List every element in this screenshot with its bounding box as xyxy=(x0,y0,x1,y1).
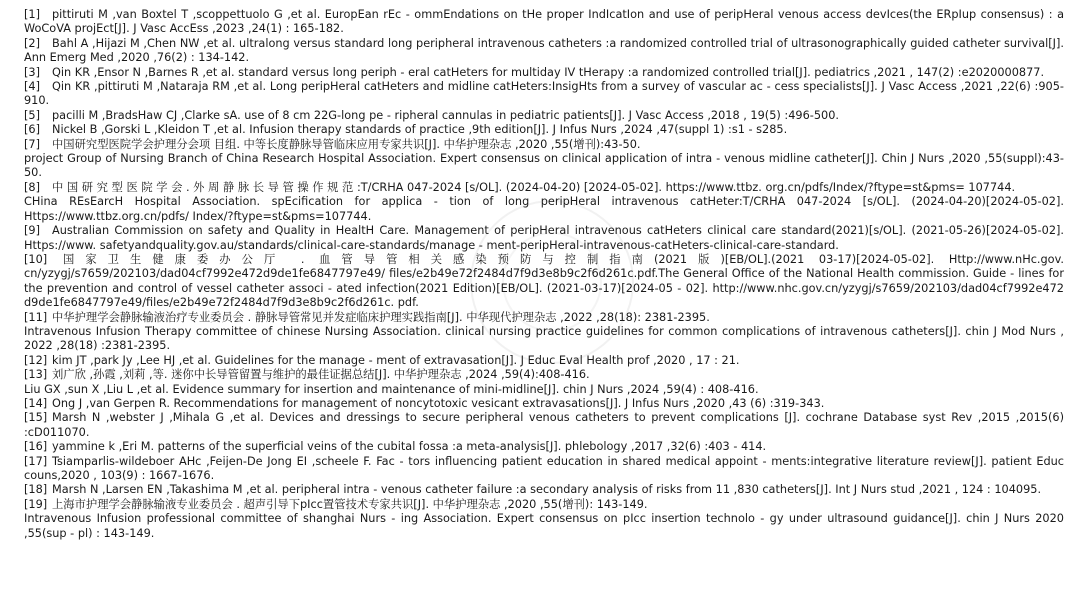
reference-number: [12] xyxy=(24,353,48,367)
reference-number: [7] xyxy=(24,137,41,151)
reference-number: [17] xyxy=(24,454,48,468)
reference-translation: project Group of Nursing Branch of China Research Hospital Association. Expert consensus on clinical application of intra - venous midline catheter[J]. Chin J Nurs ,2020 ,55(suppl):43-50. xyxy=(24,152,1064,180)
reference-text: 中华护理学会静脉输液治疗专业委员会 . 静脉导管常见并发症临床护理实践指南[J]. 中华现代护理杂志 ,2022 ,28(18): 2381-2395. xyxy=(52,310,710,324)
reference-item xyxy=(24,483,1064,497)
reference-item xyxy=(24,498,1064,541)
reference-number: [3] xyxy=(24,65,41,79)
reference-number: [5] xyxy=(24,108,41,122)
reference-number: [9] xyxy=(24,224,41,238)
reference-item xyxy=(24,37,1064,66)
reference-text: Bahl A ,Hijazi M ,Chen NW ,et al. ultralong versus standard long peripheral intravenous catheters :a randomized controlled trial of ultrasonographically guided catheter survival[J]. Ann Emerg Med ,2020 ,76(2) : 134-142. xyxy=(24,36,1064,65)
reference-item xyxy=(24,368,1064,397)
reference-text: Marsh N ,webster J ,Mihala G ,et al. Devices and dressings to secure peripheral venous catheters to prevent complications [J]. cochrane Database syst Rev ,2015 ,2015(6) :cD011070. xyxy=(24,411,1064,439)
reference-number: [8] xyxy=(24,180,41,194)
reference-item xyxy=(24,354,1064,368)
reference-text: 刘广欣 ,孙霞 ,刘莉 ,等. 迷你中长导管留置与维护的最佳证据总结[J]. 中华护理杂志 ,2024 ,59(4):408-416. xyxy=(52,368,590,382)
reference-number: [18] xyxy=(24,483,48,497)
reference-item xyxy=(24,138,1064,181)
reference-text: 中国研究型医院学会护理分会项 目组. 中等长度静脉导管临床应用专家共识[J]. 中华护理杂志 ,2020 ,55(增刊):43-50. xyxy=(52,137,641,151)
reference-text: Qin KR ,Ensor N ,Barnes R ,et al. standard versus long periph - eral catHeters for multiday IV tHerapy :a randomized controlled trial[J]. pediatrics ,2021 , 147(2) :e2020000877. xyxy=(52,65,1045,79)
reference-number: [16] xyxy=(24,440,48,454)
reference-number: [19] xyxy=(24,497,48,511)
reference-item xyxy=(24,66,1064,80)
reference-translation: Liu GX ,sun X ,Liu L ,et al. Evidence summary for insertion and maintenance of mini-midline[J]. chin J Nurs ,2024 ,59(4) : 408-416. xyxy=(24,382,759,396)
reference-number: [6] xyxy=(24,123,41,137)
reference-item xyxy=(24,8,1064,37)
reference-item xyxy=(24,253,1064,311)
reference-item xyxy=(24,181,1064,224)
reference-item xyxy=(24,109,1064,123)
reference-item xyxy=(24,411,1064,440)
reference-text: pittiruti M ,van Boxtel T ,scoppettuolo G ,et al. EuropEan rEc - ommEndations on tHe proper IndIcatIon and use of peripHeral venous access devIces(the ERpIup consensus) : a WoCoVA projEct[J]. J Vasc AccEss ,2023 ,24(1) : 165-182. xyxy=(24,8,1064,36)
reference-item xyxy=(24,397,1064,411)
reference-number: [13] xyxy=(24,368,48,382)
reference-number: [10] xyxy=(24,252,48,266)
reference-number: [15] xyxy=(24,411,48,425)
reference-text: yammine k ,Eri M. patterns of the superficial veins of the cubital fossa :a meta-analysis[J]. phlebology ,2017 ,32(6) :403 - 414. xyxy=(52,440,767,454)
reference-item xyxy=(24,123,1064,137)
reference-text: 中 国 研 究 型 医 院 学 会 . 外 周 静 脉 长 导 管 操 作 规 范 :T/CRHA 047-2024 [s/OL]. (2024-04-20) [2024-05-02]. https://www.ttbz. org.cn/pdfs/Index/?ftype=st&pms= 107744. xyxy=(52,180,1016,194)
reference-text: Ong J ,van Gerpen R. Recommendations for management of noncytotoxic vesicant extravasations[J]. J Infus Nurs ,2020 ,43 (6) :319-343. xyxy=(52,396,825,410)
reference-text: kim JT ,park Jy ,Lee HJ ,et al. Guidelines for the manage - ment of extravasation[J]. J Educ Eval Health prof ,2020 , 17 : 21. xyxy=(52,353,740,367)
reference-item xyxy=(24,80,1064,109)
reference-translation: Intravenous Infusion professional committee of shanghai Nurs - ing Association. Expert consensus on pIcc insertion technolo - gy under ultrasound guidance[J]. chin J Nurs 2020 ,55(sup - pl) : 143-149. xyxy=(24,512,1064,540)
reference-text: 上海市护理学会静脉输液专业委员会 . 超声引导下pIcc置管技术专家共识[J]. 中华护理杂志 ,2020 ,55(增刊): 143-149. xyxy=(52,497,648,511)
reference-number: [2] xyxy=(24,36,41,50)
reference-translation: Intravenous Infusion Therapy committee of chinese Nursing Association. clinical nursing practice guidelines for common complications of intravenous catheters[J]. chin J Mod Nurs , 2022 ,28(18) :2381-2395. xyxy=(24,324,1064,353)
reference-number: [14] xyxy=(24,396,48,410)
reference-number: [11] xyxy=(24,310,48,324)
reference-item xyxy=(24,440,1064,454)
reference-text: Australian Commission on safety and Quality in HealtH Care. Management of peripHeral intravenous catHeters clinical care standard(2021)[s/OL]. (2021-05-26)[2024-05-02]. Https://www. safetyandquality.gov.au/standards/clinical-care-standards/manage - ment-peripHeral-intravenous-catHeters-clinical-care-standard. xyxy=(24,224,1064,252)
reference-translation: CHina REsEarcH Hospital Association. spEcification for applica - tion of long peripHeral intravenous catHeter:T/CRHA 047-2024 [s/OL]. (2024-04-20)[2024-05-02]. Https://www.ttbz.org.cn/pdfs/ Index/?ftype=st&pms=107744. xyxy=(24,195,1064,223)
reference-number: [4] xyxy=(24,80,41,94)
reference-number: [1] xyxy=(24,8,41,21)
reference-item xyxy=(24,224,1064,253)
reference-text: 国家卫生健康委办公厅 . 血管导管相关感染预防与控制指南(2021版)[EB/OL].(2021 03-17)[2024-05-02]. Http://www.nHc.gov. cn/yzygj/s7659/202103/dad04cf7992e472d9de1fe6847797e49/ files/e2b49e72f2484d7f9d3e8b9c2f6d261c.pdf.The General Office of the National Health commission. Guide - lines for the prevention and control of vessel catheter associ - ated infection(2021 Edition)[EB/OL]. (2021-03-17)[2024-05 - 02]. http://www.nhc.gov.cn/yzygj/s7659/202103/dad04cf7992e472 d9de1fe6847797e49/files/e2b49e72f2484d7f9d3e8b9c2f6d261c. pdf. xyxy=(24,252,1064,310)
reference-text: Tsiamparlis-wildeboer AHc ,Feijen-De Jong EI ,scheele F. Fac - tors influencing patient education in shared medical appoint - ments:integrative literature review[J]. patient Educ couns,2020 , 103(9) : 1667-1676. xyxy=(24,454,1064,482)
reference-item xyxy=(24,455,1064,484)
reference-item xyxy=(24,311,1064,354)
reference-text: Qin KR ,pittiruti M ,Nataraja RM ,et al. Long peripHeral catHeters and midline catHeters:InsigHts from a survey of vascular ac - cess specialists[J]. J Vasc Access ,2021 ,22(6) :905-910. xyxy=(24,80,1064,108)
reference-text: Nickel B ,Gorski L ,Kleidon T ,et al. Infusion therapy standards of practice ,9th edition[J]. J Infus Nurs ,2024 ,47(suppl 1) :s1 - s285. xyxy=(52,123,788,137)
reference-text: pacilli M ,BradsHaw CJ ,Clarke sA. use of 8 cm 22G-long pe - ripheral cannulas in pediatric patients[J]. J Vasc Access ,2018 , 19(5) :496-500. xyxy=(52,108,839,122)
reference-text: Marsh N ,Larsen EN ,Takashima M ,et al. peripheral intra - venous catheter failure :a secondary analysis of risks from 11 ,830 catheters[J]. Int J Nurs stud ,2021 , 124 : 104095. xyxy=(52,483,1042,497)
reference-list xyxy=(24,8,1064,541)
